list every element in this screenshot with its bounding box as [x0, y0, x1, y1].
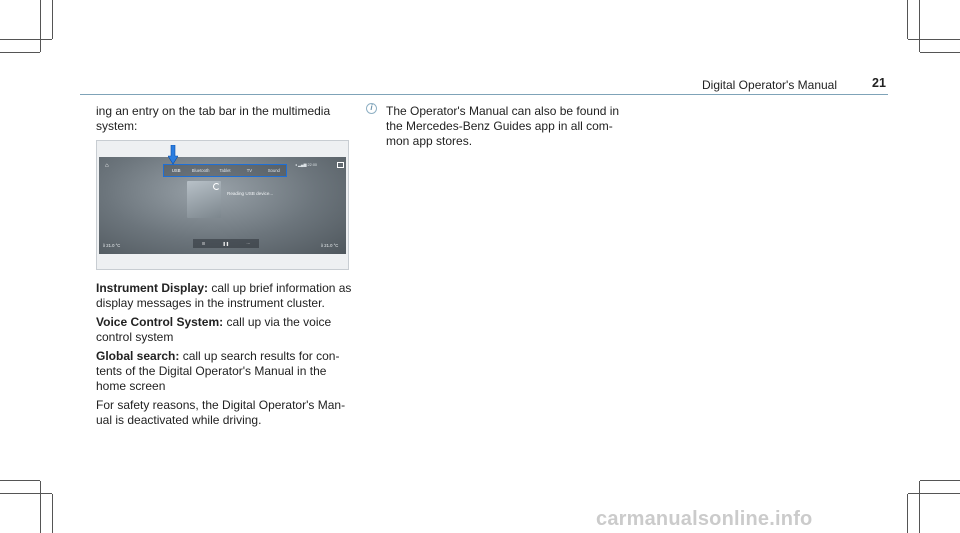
crop-mark — [919, 0, 920, 52]
temperature-right: ƛ 21.0 °C — [321, 243, 339, 248]
multimedia-screenshot — [96, 140, 349, 270]
note-line: mon app stores. — [386, 134, 473, 148]
more-icon[interactable]: ··· — [246, 241, 251, 246]
crop-mark — [40, 0, 41, 52]
loading-spinner-icon — [213, 183, 220, 190]
down-arrow-icon — [168, 145, 178, 165]
crop-mark — [0, 480, 40, 481]
list-item — [96, 349, 358, 394]
temperature-left: ƛ 21.0 °C — [103, 243, 121, 248]
crop-mark — [0, 52, 40, 53]
tab-bluetooth[interactable]: Bluetooth — [191, 168, 210, 173]
reading-status: Reading USB device... — [227, 191, 274, 196]
item-text: call up brief information as — [208, 281, 352, 295]
list-icon[interactable]: ☰ — [201, 241, 206, 246]
note-text: ual is deactivated while driving. — [96, 413, 262, 427]
tab-tv[interactable]: TV — [246, 168, 253, 173]
crop-mark — [920, 52, 960, 53]
pause-icon[interactable]: ❚❚ — [222, 241, 230, 246]
intro-line: system: — [96, 119, 138, 133]
crop-mark — [40, 481, 41, 533]
note-line: the Mercedes-Benz Guides app in all com- — [386, 119, 613, 133]
feature-list — [96, 281, 358, 432]
note-line: The Operator's Manual can also be found in — [386, 104, 620, 118]
crop-mark — [919, 481, 920, 533]
info-icon: i — [366, 103, 377, 114]
item-text: home screen — [96, 379, 166, 393]
status-bar: ◂ ▂▄▆ 22:00 — [295, 163, 318, 167]
status-time: 22:00 — [307, 163, 318, 167]
list-item — [96, 315, 358, 345]
intro-line: ing an entry on the tab bar in the multimedia — [96, 104, 331, 118]
info-note — [386, 104, 646, 149]
home-icon: ⌂ — [105, 163, 109, 169]
window-icon — [337, 162, 344, 168]
list-item — [96, 281, 358, 311]
tab-tablet[interactable]: Tablet — [219, 168, 231, 173]
section-title: Digital Operator's Manual — [702, 78, 838, 92]
crop-mark — [907, 494, 908, 533]
crop-mark — [0, 39, 52, 40]
tab-bar — [163, 164, 287, 177]
crop-mark — [920, 480, 960, 481]
item-text: display messages in the instrument cluster. — [96, 296, 325, 310]
item-label: Voice Control System: — [96, 315, 224, 329]
crop-mark — [52, 494, 53, 533]
crop-mark — [52, 0, 53, 39]
item-text: control system — [96, 330, 174, 344]
item-text: call up via the voice — [223, 315, 332, 329]
item-label: Instrument Display: — [96, 281, 209, 295]
crop-mark — [908, 39, 960, 40]
temp-left-value: 21.0 °C — [106, 243, 121, 248]
item-text: tents of the Digital Operator's Manual in the — [96, 364, 327, 378]
item-label: Global search: — [96, 349, 180, 363]
header-divider — [80, 94, 888, 95]
page-number: 21 — [872, 76, 886, 90]
note-text: For safety reasons, the Digital Operator's Man- — [96, 398, 346, 412]
temp-right-value: 21.0 °C — [324, 243, 339, 248]
tab-sound[interactable]: Sound — [267, 168, 280, 173]
watermark: carmanualsonline.info — [596, 508, 813, 530]
multimedia-screen — [99, 157, 346, 254]
item-text: call up search results for con- — [179, 349, 340, 363]
crop-mark — [908, 493, 960, 494]
playback-bar — [193, 239, 259, 248]
tab-usb[interactable]: USB — [171, 168, 181, 173]
crop-mark — [0, 493, 52, 494]
safety-note — [96, 398, 358, 428]
crop-mark — [907, 0, 908, 39]
intro-text — [96, 104, 356, 134]
